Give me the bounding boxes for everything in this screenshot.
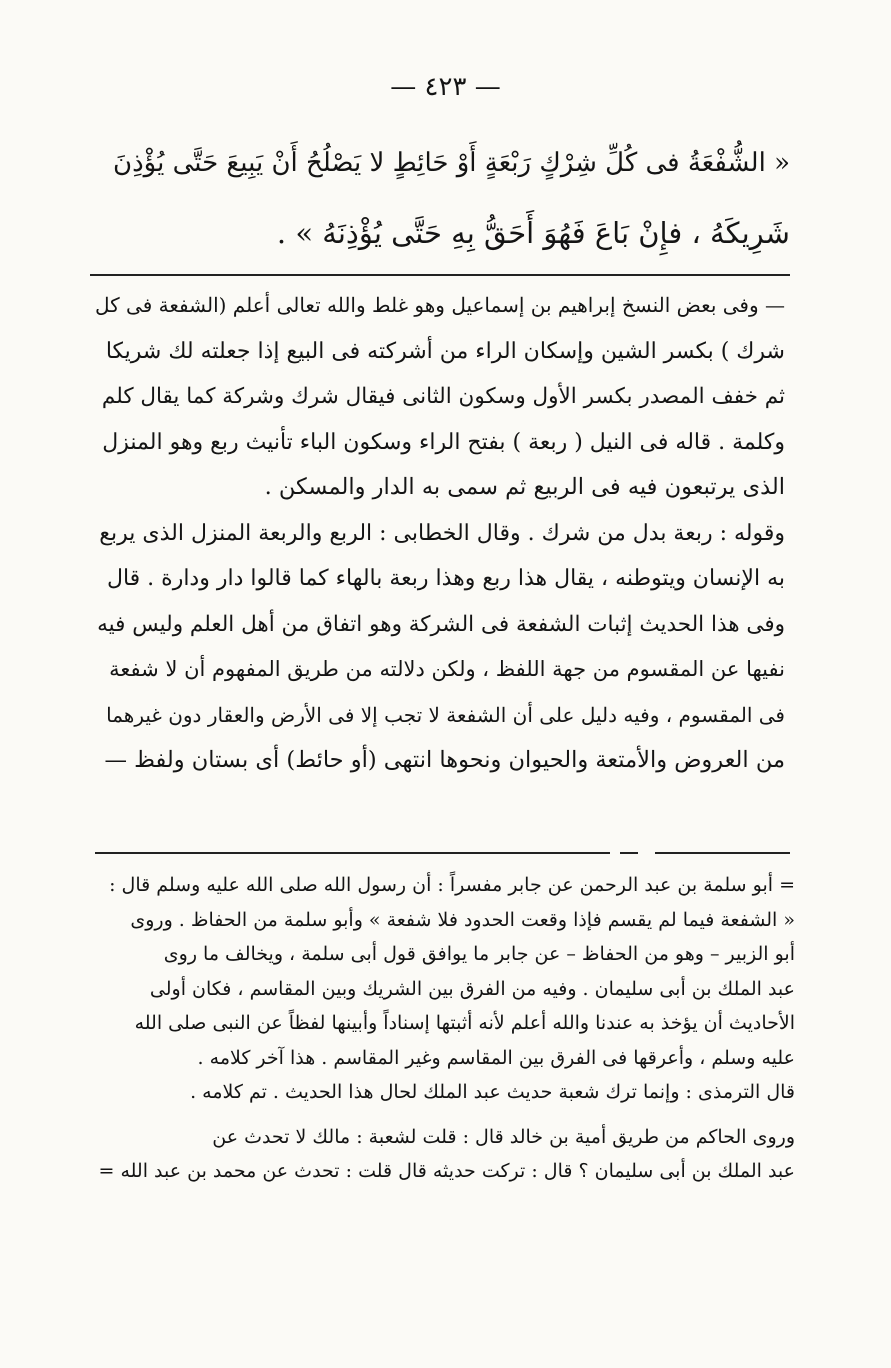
footnote-line: أبو الزبير – وهو من الحفاظ – عن جابر ما يوافق قول أبى سلمة ، ويخالف ما روى [163, 943, 795, 965]
commentary-line: ثم خفف المصدر بكسر الأول وسكون الثانى فيقال شرك وشركة كما يقال كلم [101, 384, 785, 409]
footnote-divider-segment [655, 852, 790, 854]
commentary-line: وفى هذا الحديث إثبات الشفعة فى الشركة وهو اتفاق من أهل العلم وليس فيه [97, 611, 785, 637]
commentary-line: وقوله : ربعة بدل من شرك . وقال الخطابى : الربع والربعة المنزل الذى يربع [99, 520, 785, 546]
commentary-line: فى المقسوم ، وفيه دليل على أن الشفعة لا تجب إلا فى الأرض والعقار دون غيرهما [106, 702, 785, 727]
page-number: — ٤٢٣ — [390, 72, 501, 102]
footnote-line: وروى الحاكم من طريق أمية بن خالد قال : قلت لشعبة : مالك لا تحدث عن [212, 1125, 795, 1148]
footnote-line: قال الترمذى : وإنما ترك شعبة حديث عبد الملك لحال هذا الحديث . تم كلامه . [190, 1081, 795, 1103]
commentary-line: وكلمة . قاله فى النيل ( ربعة ) بفتح الراء وسكون الباء تأنيث ربع وهو المنزل [102, 429, 785, 455]
footnote-line: الأحاديث أن يؤخذ به عندنا والله أعلم لأنه أثبتها إسناداً وأبينها لفظاً عن النبى صلى الله [134, 1012, 795, 1034]
hadith-line: « الشُّفْعَةُ فى كُلِّ شِرْكٍ رَبْعَةٍ أَوْ حَائِطٍ لا يَصْلُحُ أَنْ يَبِيعَ حَتَّى يُؤْذِنَ [112, 148, 790, 178]
commentary-line: نفيها عن المقسوم من جهة اللفظ ، ولكن دلالته من طريق المفهوم أن لا شفعة [109, 657, 785, 681]
footnote-line: = أبو سلمة بن عبد الرحمن عن جابر مفسراً : أن رسول الله صلى الله عليه وسلم قال : [109, 874, 795, 896]
footnote-text [95, 868, 795, 1189]
footnote-line: عبد الملك بن أبى سليمان . وفيه من الفرق بين الشريك وبين المقاسم ، فكان أولى [149, 977, 795, 1000]
footnote-divider-segment [620, 852, 638, 854]
commentary-line: شرك ) بكسر الشين وإسكان الراء من أشركته فى البيع إذا جعلته لك شريكا [105, 338, 785, 364]
top-divider [90, 274, 790, 276]
commentary-line: — وفى بعض النسخ إبراهيم بن إسماعيل وهو غلط والله تعالى أعلم (الشفعة فى كل [95, 293, 785, 317]
commentary-line: به الإنسان ويتوطنه ، يقال هذا ربع وهذا ربعة بالهاء كما قالوا دار ودارة . قال [106, 566, 785, 591]
footnote-line: « الشفعة فيما لم يقسم فإذا وقعت الحدود فلا شفعة » وأبو سلمة من الحفاظ . وروى [130, 908, 795, 931]
hadith-line: شَرِيكَهُ ، فإِنْ بَاعَ فَهُوَ أَحَقُّ بِهِ حَتَّى يُؤْذِنَهُ » . [276, 216, 790, 250]
hadith-text [110, 128, 790, 268]
footnote-line: عليه وسلم ، وأعرقها فى الفرق بين المقاسم وغير المقاسم . هذا آخر كلامه . [197, 1046, 795, 1069]
footnote-line: عبد الملك بن أبى سليمان ؟ قال : تركت حديثه قال قلت : تحدث عن محمد بن عبد الله = [98, 1160, 795, 1182]
footnote-divider-segment [95, 852, 610, 854]
commentary-line: الذى يرتبعون فيه فى الربيع ثم سمى به الدار والمسكن . [264, 474, 785, 500]
commentary-line: من العروض والأمتعة والحيوان ونحوها انتهى (أو حائط) أى بستان ولفظ — [104, 747, 785, 773]
commentary-text [95, 283, 785, 784]
